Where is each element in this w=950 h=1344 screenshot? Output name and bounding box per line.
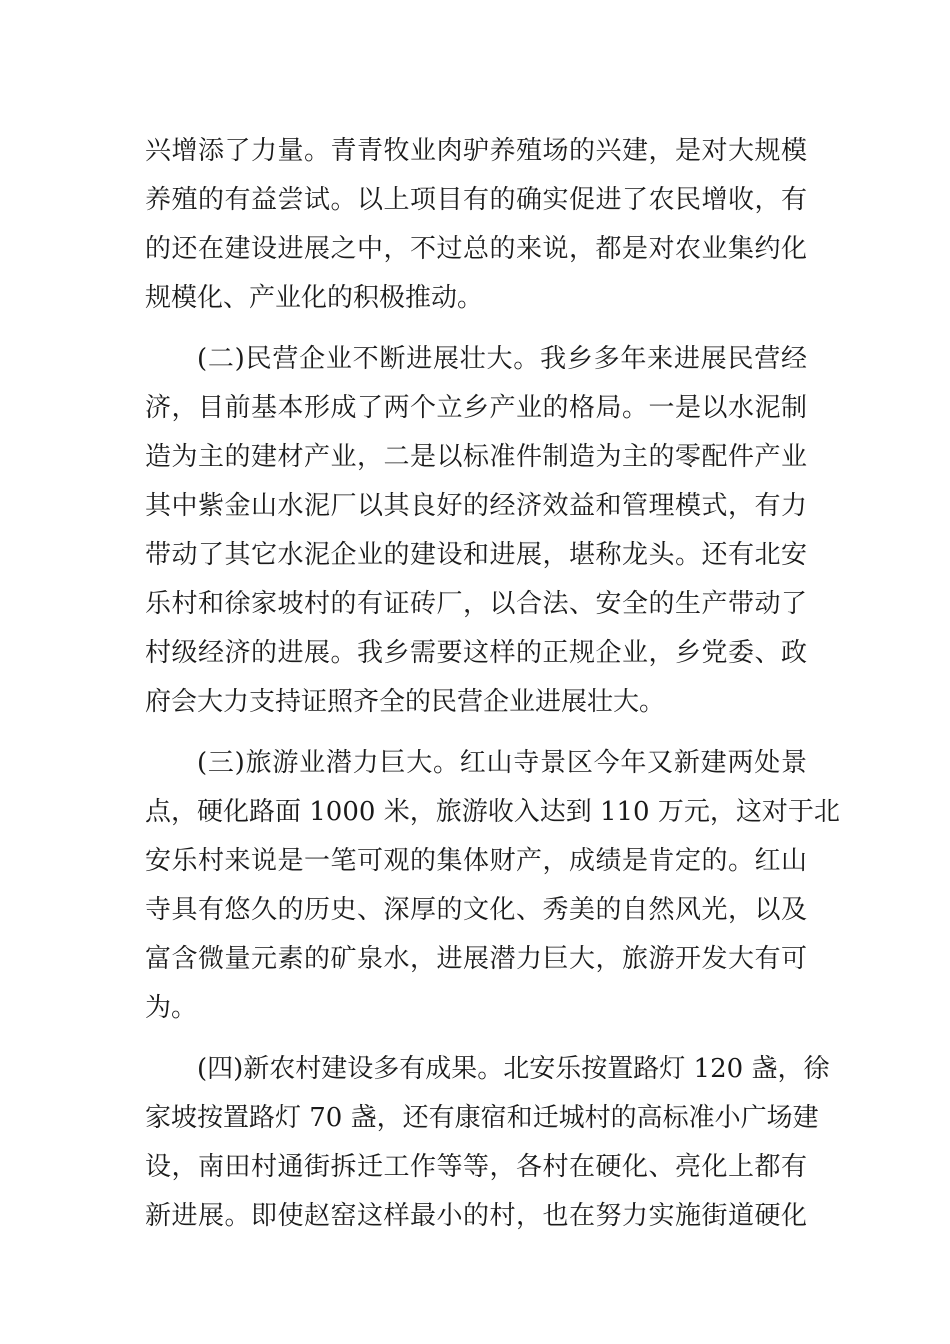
text-line: 安乐村来说是一笔可观的集体财产，成绩是肯定的。红山 [145, 846, 807, 876]
paragraph-private-enterprise [145, 335, 807, 727]
text-line: 济，目前基本形成了两个立乡产业的格局。一是以水泥制 [145, 393, 807, 423]
text-line: 寺具有悠久的历史、深厚的文化、秀美的自然风光，以及 [145, 895, 807, 925]
text-line: 其中紫金山水泥厂以其良好的经济效益和管理模式，有力 [145, 491, 807, 521]
text-line: 设，南田村通街拆迁工作等等，各村在硬化、亮化上都有 [145, 1152, 807, 1182]
text-line: 造为主的建材产业，二是以标准件制造为主的零配件产业 [145, 442, 807, 472]
document-body [145, 127, 840, 1241]
paragraph-continuation [145, 127, 807, 323]
text-line: 带动了其它水泥企业的建设和进展，堪称龙头。还有北安 [145, 540, 807, 570]
text-line: 规模化、产业化的积极推动。 [145, 283, 484, 313]
text-line: 养殖的有益尝试。以上项目有的确实促进了农民增收，有 [145, 185, 807, 215]
text-line: (四)新农村建设多有成果。北安乐按置路灯 120 盏，徐 [197, 1054, 830, 1084]
text-line: 富含微量元素的矿泉水，进展潜力巨大，旅游开发大有可 [145, 944, 807, 974]
text-line: (二)民营企业不断进展壮大。我乡多年来进展民营经 [197, 344, 807, 374]
text-line: 家坡按置路灯 70 盏，还有康宿和迁城村的高标准小广场建 [145, 1103, 819, 1133]
text-line: 为。 [145, 993, 198, 1023]
text-line: 的还在建设进展之中，不过总的来说，都是对农业集约化 [145, 234, 807, 264]
text-line: (三)旅游业潜力巨大。红山寺景区今年又新建两处景 [197, 748, 807, 778]
text-line: 新进展。即使赵窑这样最小的村，也在努力实施街道硬化 [145, 1201, 807, 1231]
text-line: 乐村和徐家坡村的有证砖厂，以合法、安全的生产带动了 [145, 589, 807, 619]
text-line: 府会大力支持证照齐全的民营企业进展壮大。 [145, 687, 666, 717]
text-line: 点，硬化路面 1000 米，旅游收入达到 110 万元，这对于北 [145, 797, 840, 827]
text-line: 村级经济的进展。我乡需要这样的正规企业，乡党委、政 [145, 638, 807, 668]
paragraph-tourism [145, 739, 840, 1033]
paragraph-new-countryside [145, 1045, 830, 1241]
text-line: 兴增添了力量。青青牧业肉驴养殖场的兴建，是对大规模 [145, 136, 807, 166]
